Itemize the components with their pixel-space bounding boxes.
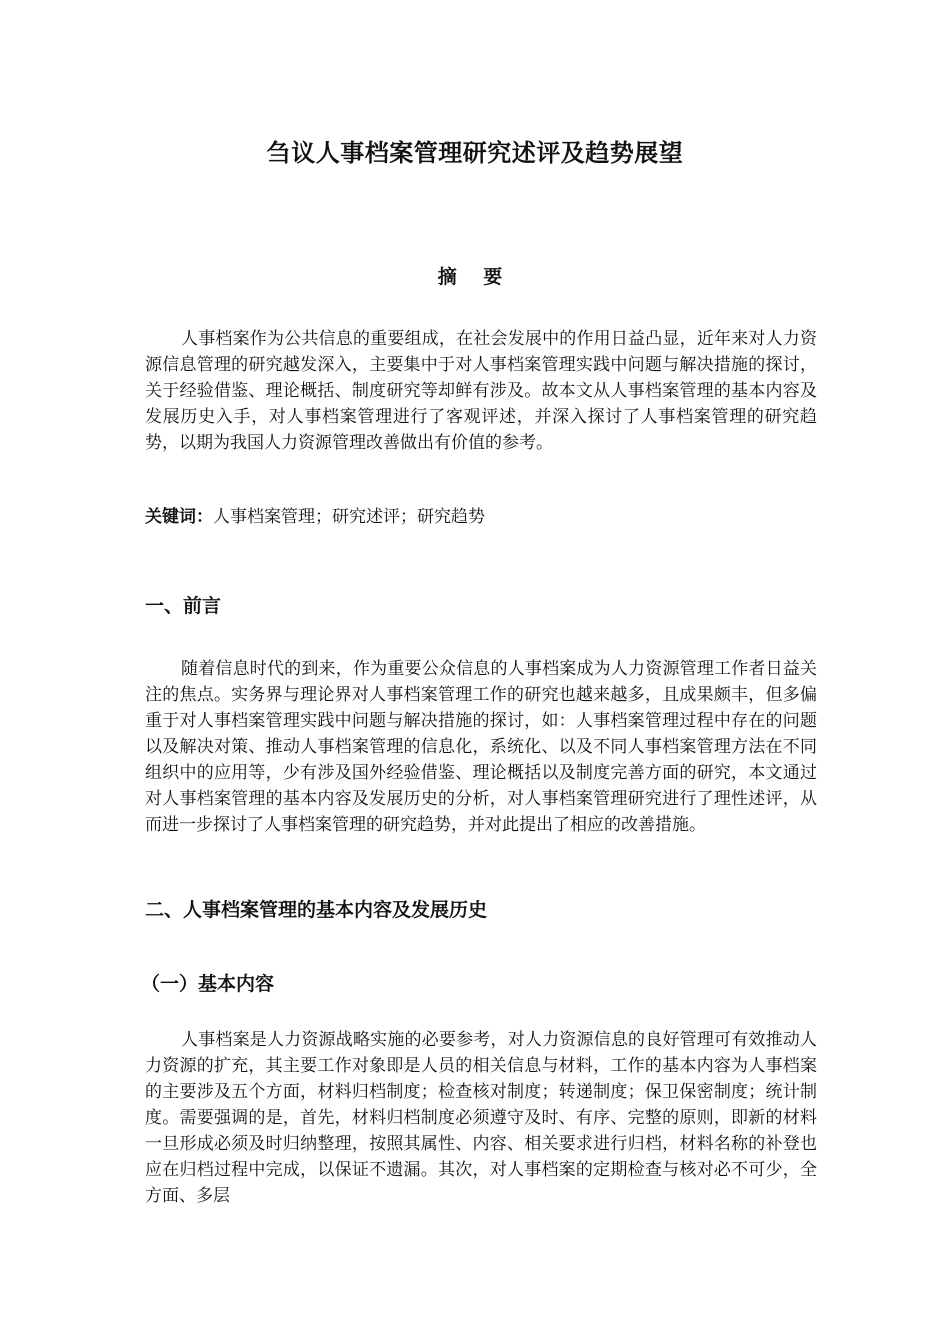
keywords-line (145, 504, 817, 530)
introduction-paragraph: 随着信息时代的到来，作为重要公众信息的人事档案成为人力资源管理工作者日益关注的焦点。实务界与理论界对人事档案管理工作的研究也越来越多，且成果颇丰，但多偏重于对人事档案管理实践中问题与解决措施的探讨，如：人事档案管理过程中存在的问题以及解决对策、推动人事档案管理的信息化，系统化、以及不同人事档案管理方法在不同组织中的应用等，少有涉及国外经验借鉴、理论概括以及制度完善方面的研究，本文通过对人事档案管理的基本内容及发展历史的分析，对人事档案管理研究进行了理性述评，从而进一步探讨了人事档案管理的研究趋势，并对此提出了相应的改善措施。 (145, 659, 817, 835)
section-heading-introduction: 一、前言 (145, 595, 222, 617)
document-title: 刍议人事档案管理研究述评及趋势展望 (266, 138, 684, 167)
abstract-heading: 摘 要 (437, 266, 513, 288)
section-heading-basic-content-history: 二、人事档案管理的基本内容及发展历史 (145, 899, 488, 921)
keywords-text: 人事档案管理；研究述评；研究趋势 (213, 507, 485, 527)
basic-content-paragraph: 人事档案是人力资源战略实施的必要参考，对人力资源信息的良好管理可有效推动人力资源的扩充，其主要工作对象即是人员的相关信息与材料，工作的基本内容为人事档案的主要涉及五个方面，材料归档制度；检查核对制度；转递制度；保卫保密制度；统计制度。需要强调的是，首先，材料归档制度必须遵守及时、有序、完整的原则，即新的材料一旦形成必须及时归纳整理，按照其属性、内容、相关要求进行归档，材料名称的补登也应在归档过程中完成，以保证不遗漏。其次，对人事档案的定期检查与核对必不可少，全方面、多层 (145, 1030, 817, 1206)
subsection-heading-basic-content: （一）基本内容 (141, 973, 275, 995)
keywords-label: 关键词： (145, 507, 213, 527)
abstract-paragraph: 人事档案作为公共信息的重要组成，在社会发展中的作用日益凸显，近年来对人力资源信息管理的研究越发深入，主要集中于对人事档案管理实践中问题与解决措施的探讨，关于经验借鉴、理论概括、制度研究等却鲜有涉及。故本文从人事档案管理的基本内容及发展历史入手，对人事档案管理进行了客观评述，并深入探讨了人事档案管理的研究趋势，以期为我国人力资源管理改善做出有价值的参考。 (145, 329, 817, 453)
